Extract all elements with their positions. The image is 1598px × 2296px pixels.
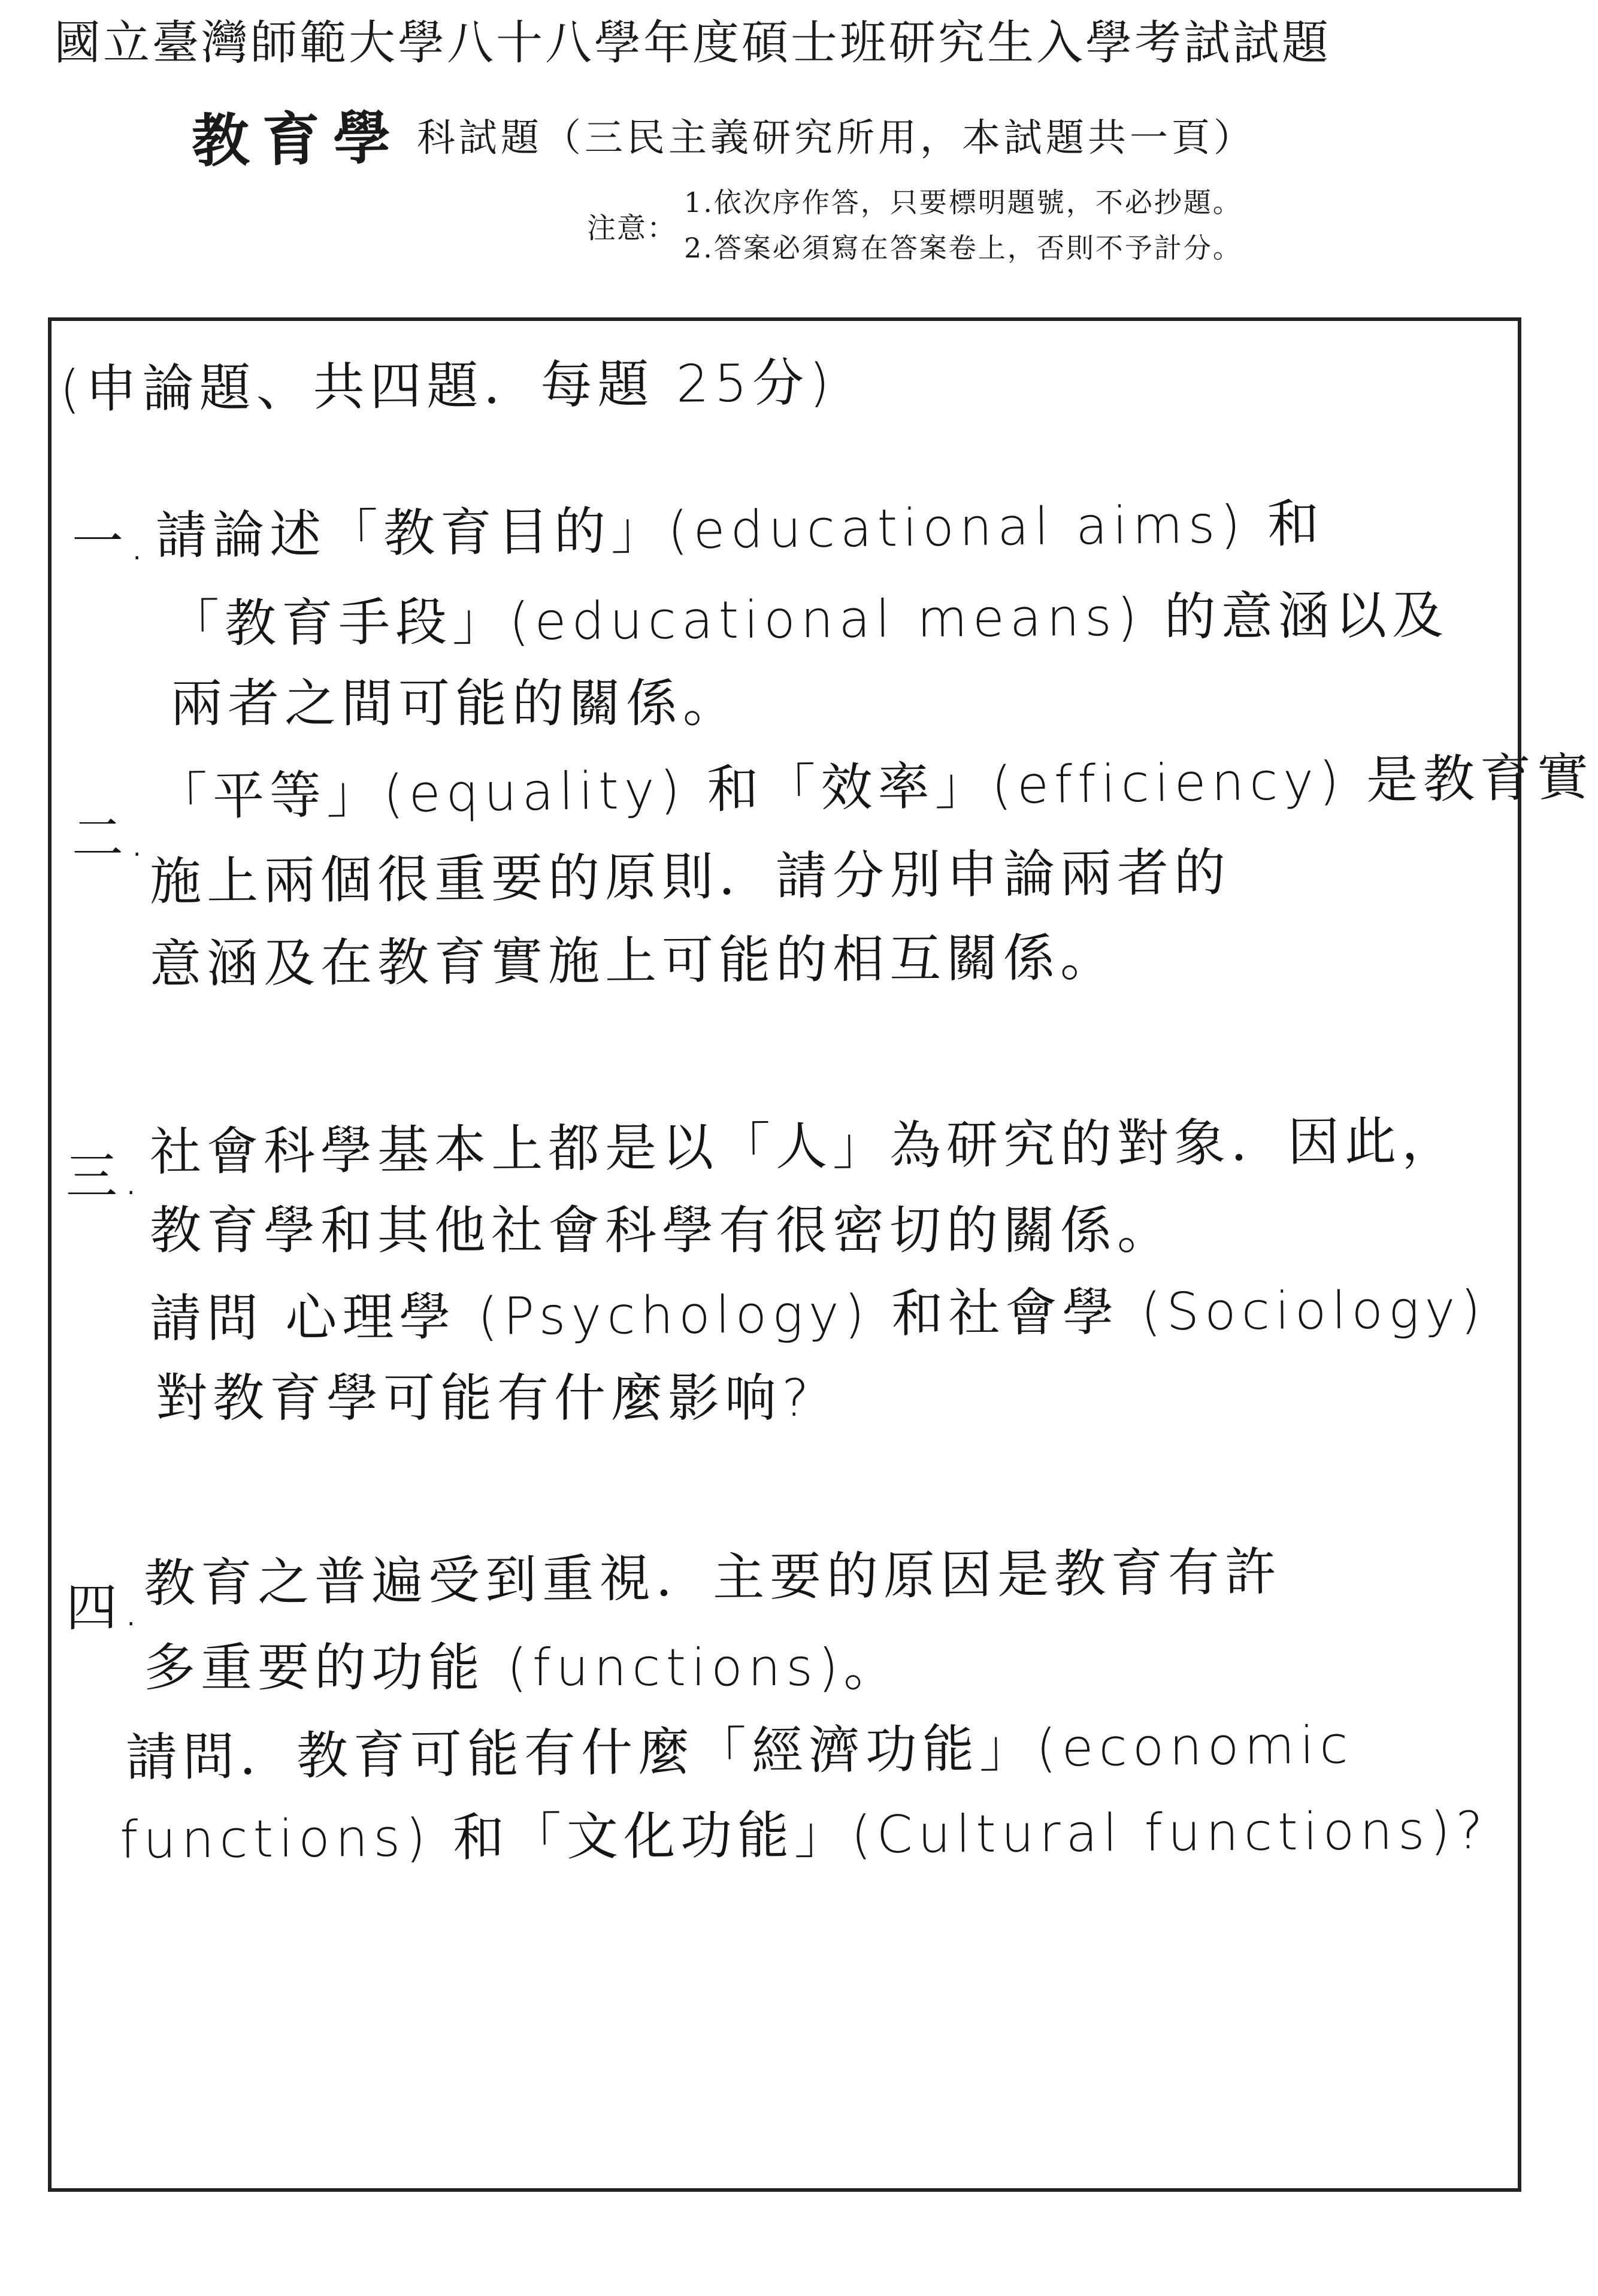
- question-number: 三.: [66, 1147, 145, 1207]
- instruction-item: 1.依次序作答，只要標明題號，不必抄題。: [684, 186, 1242, 219]
- question-line: 請問．教育可能有什麼「經濟功能」(economic: [125, 1715, 1354, 1788]
- question-line: 多重要的功能 (functions)。: [144, 1638, 901, 1698]
- subject-suffix: 科試題（三民主義研究所用，本試題共一頁）: [417, 116, 1255, 160]
- subject-name: 教育學: [191, 104, 405, 175]
- question-number: 二.: [72, 808, 151, 868]
- section-header: (申論題、共四題．每題 25分): [59, 353, 836, 420]
- question-line: functions) 和「文化功能」(Cultural functions)?: [119, 1801, 1489, 1870]
- question-line: 教育之普遍受到重視．主要的原因是教育有許: [143, 1542, 1282, 1614]
- subject-line: [191, 102, 1255, 175]
- question-line: 兩者之間可能的關係。: [171, 674, 740, 734]
- question-line: 教育學和其他社會科學有很密切的關係。: [150, 1201, 1174, 1261]
- question-line: 社會科學基本上都是以「人」為研究的對象．因此，: [149, 1111, 1459, 1183]
- question-line: 請論述「教育目的」(educational aims) 和: [155, 493, 1325, 567]
- instructions-label: 注意：: [587, 211, 677, 245]
- page-title: 國立臺灣師範大學八十八學年度碩士班研究生入學考試試題: [54, 16, 1331, 70]
- question-number: 一.: [72, 512, 151, 572]
- question-line: 意涵及在教育實施上可能的相互關係。: [149, 928, 1118, 995]
- instruction-item: 2.答案必須寫在答案卷上，否則不予計分。: [684, 232, 1242, 264]
- instructions-block: [587, 180, 1242, 271]
- question-line: 施上兩個很重要的原則．請分別申論兩者的: [149, 843, 1231, 912]
- instructions-list: [684, 180, 1242, 271]
- question-line: 對教育學可能有什麼影响?: [156, 1368, 815, 1428]
- question-line: 「教育手段」(educational means) 的意涵以及: [167, 585, 1449, 655]
- question-line: 「平等」(equality) 和「效率」(efficiency) 是教育實: [155, 747, 1594, 828]
- question-number: 四.: [66, 1578, 145, 1638]
- question-line: 請問 心理學 (Psychology) 和社會學 (Sociology): [149, 1280, 1487, 1349]
